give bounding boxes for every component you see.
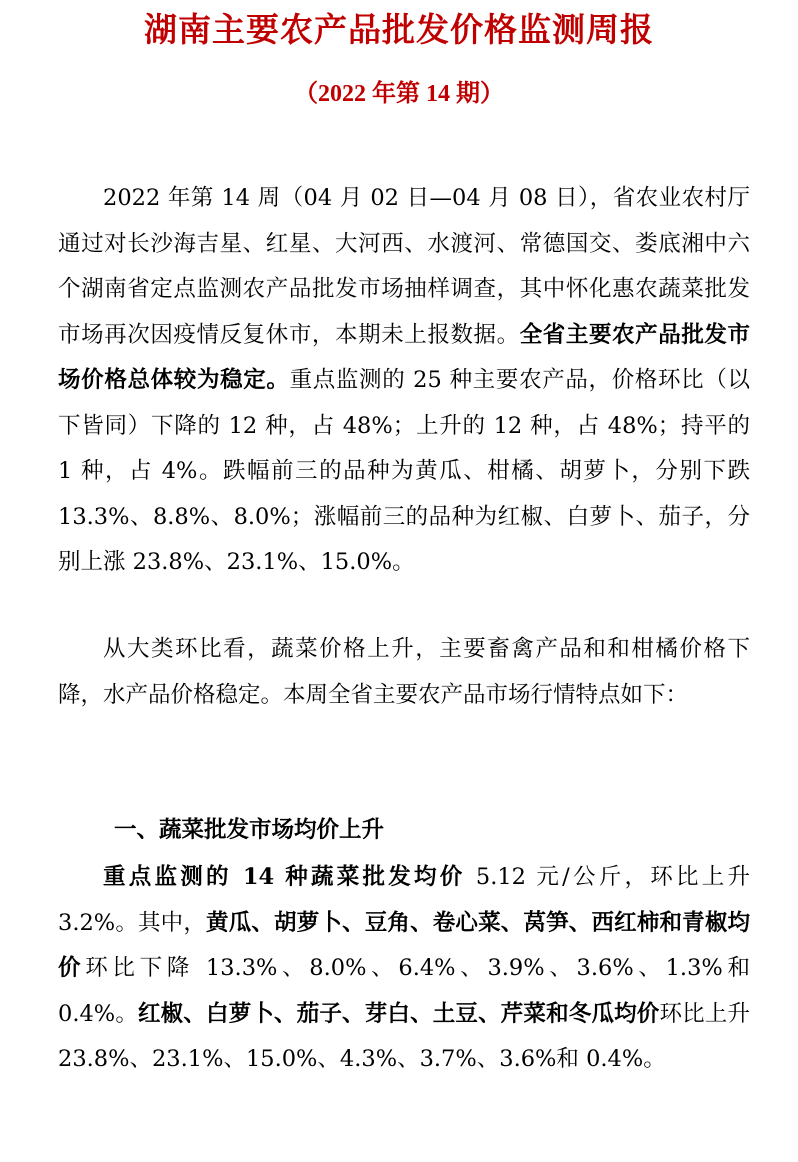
falling-items: 黄瓜、胡萝卜、豆角、卷心菜、莴笋、西红柿和青椒均价 (58, 909, 750, 981)
section-heading-vegetables: 一、蔬菜批发市场均价上升 (114, 817, 385, 843)
vegetable-average: 5.12 元/公斤，环比上升 3.2%。其中， (58, 864, 750, 936)
falling-values: 环比下降 13.3%、8.0%、6.4%、3.9%、3.6%、1.3%和 0.4%。 (58, 955, 750, 1027)
issue-number: （2022 年第 14 期） (294, 81, 504, 107)
report-title: 湖南主要农产品批发价格监测周报 (144, 10, 654, 49)
summary-paragraph: 从大类环比看，蔬菜价格上升，主要畜禽产品和和柑橘价格下降，水产品价格稳定。本周全省主要农产品市场行情特点如下： (58, 636, 750, 708)
intro-text: 2022 年第 14 周（04 月 02 日—04 月 08 日），省农业农村厅通过对长沙海吉星、红星、大河西、水渡河、常德国交、娄底湘中六个湖南省定点监测农产品批发市场抽样调查，其中怀化惠农蔬菜批发市场再次因疫情反复休市，本期未上报数据。 (58, 185, 750, 348)
intro-stats: 重点监测的 25 种主要农产品，价格环比（以下皆同）下降的 12 种，占 48%；上升的 12 种，占 48%；持平的 1 种，占 4%。跌幅前三的品种为黄瓜、柑橘、胡萝卜，分别下跌 13.3%、8.8%、8.0%；涨幅前三的品种为红椒、白萝卜、茄子，分别上涨 23.8%、23.1%、15.0%。 (58, 367, 750, 575)
intro-key-finding: 全省主要农产品批发市场价格总体较为稳定。 (58, 321, 750, 393)
vegetable-paragraph (58, 855, 750, 1083)
intro-paragraph (58, 176, 750, 586)
rising-items: 红椒、白萝卜、茄子、芽白、土豆、芹菜和冬瓜均价 (138, 1000, 660, 1027)
rising-values: 环比上升 23.8%、23.1%、15.0%、4.3%、3.7%、3.6%和 0.4%。 (58, 1000, 750, 1072)
vegetable-lead: 重点监测的 14 种蔬菜批发均价 (103, 864, 466, 890)
